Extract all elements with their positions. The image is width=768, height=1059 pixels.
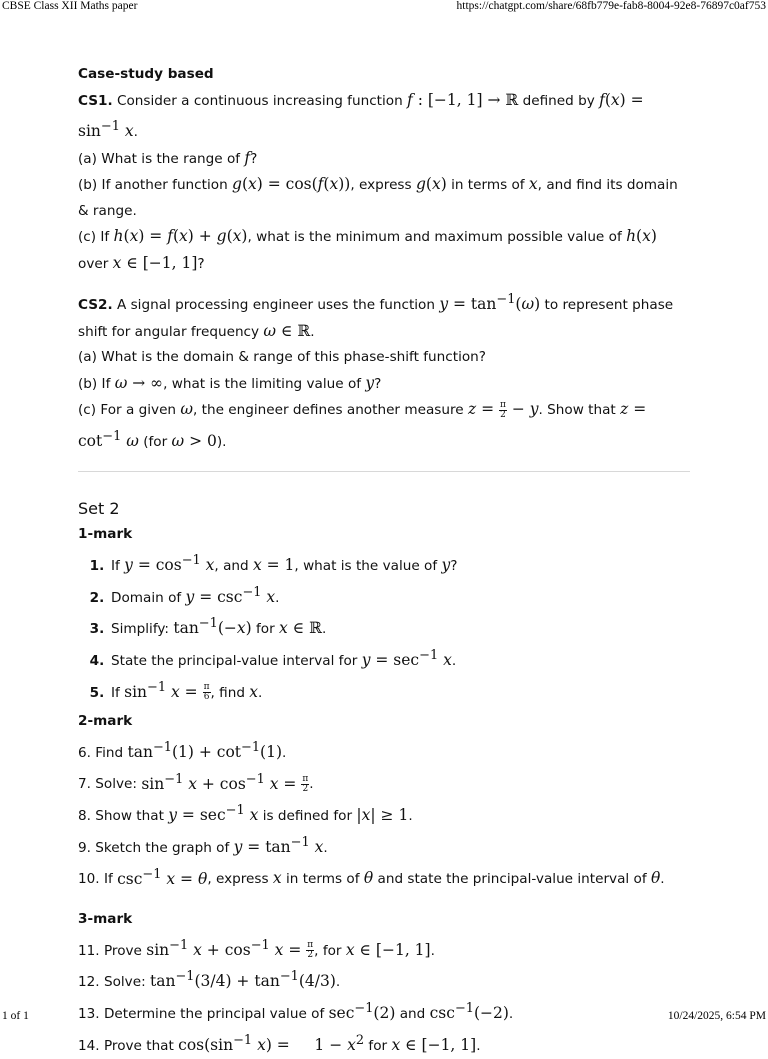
document-body: [78, 62, 690, 1059]
cs1-tag: CS1.: [78, 93, 113, 109]
cs2-part-b: (b) If ω → ∞, what is the limiting value of y?: [78, 371, 690, 398]
three-mark-heading: 3-mark: [78, 907, 690, 933]
print-header-url[interactable]: https://chatgpt.com/share/68fb779e-fab8-8004-92e8-76897c0af753: [457, 0, 766, 12]
one-mark-list: [78, 548, 690, 706]
question-6: 6. Find $\tan^{-1}(1) + \cot^{-1}(1)$.: [78, 735, 690, 767]
question-9: 9. Sketch the graph of $y = \tan^{-1} x$.: [78, 830, 690, 862]
cs2-intro: CS2. A signal processing engineer uses the function $y = \tan^{-1}(\omega)$ to represent phase shift for angular frequency ω ∈ ℝ.: [78, 287, 690, 345]
cs1-part-b: (b) If another function g(x) = cos(f(x)), express g(x) in terms of x, and find its domain & range.: [78, 172, 690, 224]
question-14: 14. Prove that $\cos(\sin^{-1}$ x) = $1 - x^2$ for x ∈ [−1, 1].: [78, 1028, 690, 1059]
list-item: 4. State the principal-value interval for $y = \sec^{-1} x$.: [109, 643, 690, 675]
print-footer: [0, 1008, 768, 1024]
question-13: 13. Determine the principal value of $\sec^{-1}(2)$ and $\csc^{-1}(-2)$.: [78, 996, 690, 1028]
question-7: 7. Solve: $\sin^{-1} x + \cos^{-1} x$ = $\frac{\pi}{2}$ .: [78, 766, 690, 798]
cs1-part-c: (c) If h(x) = f(x) + g(x), what is the minimum and maximum possible value of h(x) over x ∈ [−1, 1]?: [78, 224, 690, 277]
print-header: [0, 0, 768, 16]
question-11: 11. Prove $\sin^{-1} x + \cos^{-1} x$ = $\frac{\pi}{2}$ , for x ∈ [−1, 1].: [78, 933, 690, 965]
list-item: 2. Domain of $y = \csc^{-1} x$.: [109, 580, 690, 612]
cs1-intro: CS1. Consider a continuous increasing function f : [−1, 1] → ℝ defined by f(x) = $\sin^{-1} x$.: [78, 88, 690, 146]
cs1-part-a: (a) What is the range of f?: [78, 146, 690, 173]
list-item: 5. If $\sin^{-1} x$ = $\frac{\pi}{6}$ , find x.: [109, 675, 690, 707]
question-12: 12. Solve: $\tan^{-1}(3/4) + \tan^{-1}(4/3)$.: [78, 964, 690, 996]
one-mark-heading: 1-mark: [78, 522, 690, 548]
question-8: 8. Show that $y = \sec^{-1} x$ is defined for |x| ≥ 1.: [78, 798, 690, 830]
list-item: 1. If $y = \cos^{-1} x$, and x = 1, what is the value of y?: [109, 548, 690, 580]
print-header-title: CBSE Class XII Maths paper: [2, 0, 137, 12]
cs2-part-a: (a) What is the domain & range of this phase-shift function?: [78, 345, 690, 371]
cs2-tag: CS2.: [78, 297, 113, 313]
page-count: 1 of 1: [2, 1010, 29, 1022]
print-datetime: 10/24/2025, 6:54 PM: [668, 1010, 766, 1022]
cs2-part-c: (c) For a given ω, the engineer defines another measure z = $\frac{\pi}{2}$ − y. Show that z = $\cot^{-1} \omega$ (for ω > 0).: [78, 397, 690, 455]
case-study-heading: Case-study based: [78, 62, 690, 88]
question-10: 10. If $\csc^{-1} x = \theta$, express x in terms of θ and state the principal-value interval of θ.: [78, 861, 690, 893]
list-item: 3. Simplify: $\tan^{-1}(-x)$ for x ∈ ℝ.: [109, 611, 690, 643]
set2-title: Set 2: [78, 496, 690, 522]
section-divider: [78, 471, 690, 472]
two-mark-heading: 2-mark: [78, 709, 690, 735]
